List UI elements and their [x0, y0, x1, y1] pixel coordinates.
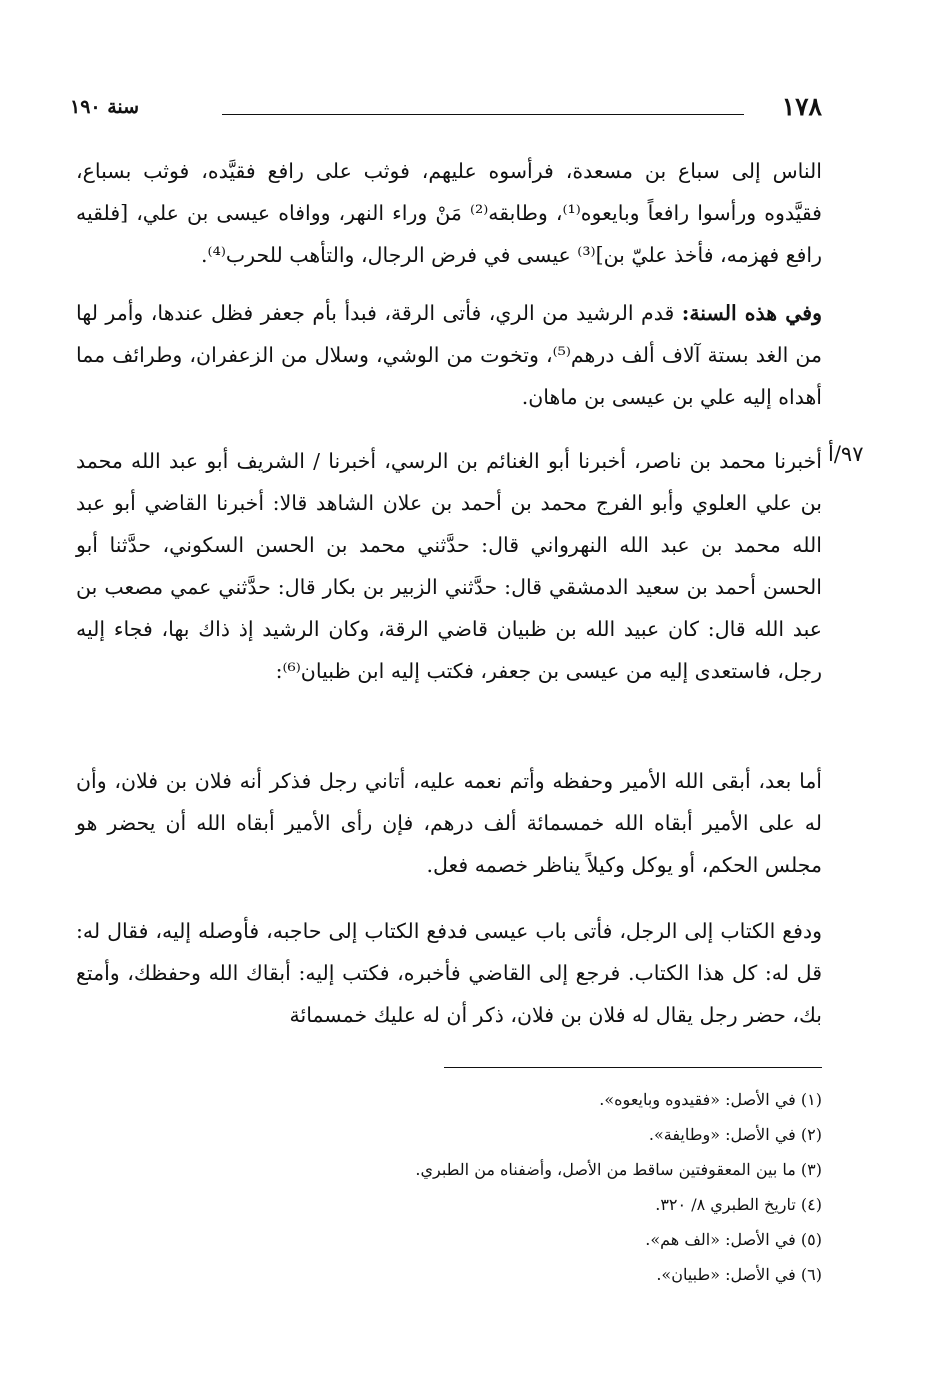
footnote-1: (١) في الأصل: «فقيدوه وبايعوه».	[599, 1090, 822, 1109]
footnote-3: (٣) ما بين المعقوفتين ساقط من الأصل، وأضفناه من الطبري.	[415, 1160, 822, 1179]
footnote-rule	[444, 1067, 822, 1068]
margin-folio-note: ٩٧/أ	[828, 442, 864, 466]
paragraph-2	[76, 292, 822, 418]
year-label: سنة ١٩٠	[70, 96, 140, 118]
paragraph-2-text: قدم الرشيد من الري، فأتى الرقة، فبدأ بأم جعفر فظل عندها، وأمر لها من الغد بستة آلاف ألف درهم⁽⁵⁾، وتخوت من الوشي، وسلال من الزعفران، وطرائف مما أهداه إليه علي بن عيسى بن ماهان.	[76, 301, 822, 409]
page-number: ١٧٨	[781, 92, 822, 121]
footnote-5: (٥) في الأصل: «الف هم».	[645, 1230, 822, 1249]
footnote-6: (٦) في الأصل: «طبيان».	[656, 1265, 822, 1284]
paragraph-1: الناس إلى سباع بن مسعدة، فرأسوه عليهم، فوثب على رافع فقيَّده، فوثب بسباع، فقيَّدوه ورأسوا رافعاً وبايعوه⁽¹⁾، وطابقه⁽²⁾ مَنْ وراء النهر، ووافاه عيسى بن علي، [فلقيه رافع فهزمه، فأخذ عليّ بن]⁽³⁾ عيسى في فرض الرجال، والتأهب للحرب⁽⁴⁾.	[76, 159, 822, 267]
paragraph-3: أخبرنا محمد بن ناصر، أخبرنا أبو الغنائم بن الرسي، أخبرنا / الشريف أبو عبد الله محمد بن علي العلوي وأبو الفرج محمد بن أحمد بن علان الشاهد قالا: أخبرنا القاضي أبو عبد الله محمد بن عبد الله النهرواني قال: حدَّثني محمد بن الحسن السكوني، حدَّثنا أبو الحسن أحمد بن سعيد الدمشقي قال: حدَّثني الزبير بن بكار قال: حدَّثني عمي مصعب بن عبد الله قال: كان عبيد الله بن ظبيان قاضي الرقة، وكان الرشيد إذ ذاك بها، فجاء إليه رجل، فاستعدى إليه من عيسى بن جعفر، فكتب إليه ابن ظبيان⁽⁶⁾:	[76, 449, 822, 683]
page-header	[70, 92, 822, 132]
footnote-2: (٢) في الأصل: «وطايفة».	[648, 1125, 822, 1144]
footnote-4: (٤) تاريخ الطبري ٨/ ٣٢٠.	[655, 1195, 822, 1214]
paragraph-4: أما بعد، أبقى الله الأمير وحفظه وأتم نعمه عليه، أتاني رجل فذكر أنه فلان بن فلان، وأن له على الأمير أبقاه الله خمسمائة ألف درهم، فإن رأى الأمير أبقاه الله أن يحضر هو مجلس الحكم، أو يوكل وكيلاً يناظر خصمه فعل.	[76, 769, 822, 877]
header-rule	[222, 114, 744, 115]
paragraph-2-lead: وفي هذه السنة:	[681, 301, 822, 325]
paragraph-5: ودفع الكتاب إلى الرجل، فأتى باب عيسى فدفع الكتاب إلى حاجبه، فأوصله إليه، فقال له: قل له: كل هذا الكتاب. فرجع إلى القاضي فأخبره، فكتب إليه: أبقاك الله وحفظك، وأمتع بك، حضر رجل يقال له فلان بن فلان، ذكر أن له عليك خمسمائة	[76, 919, 822, 1027]
footnotes	[300, 1082, 822, 1292]
